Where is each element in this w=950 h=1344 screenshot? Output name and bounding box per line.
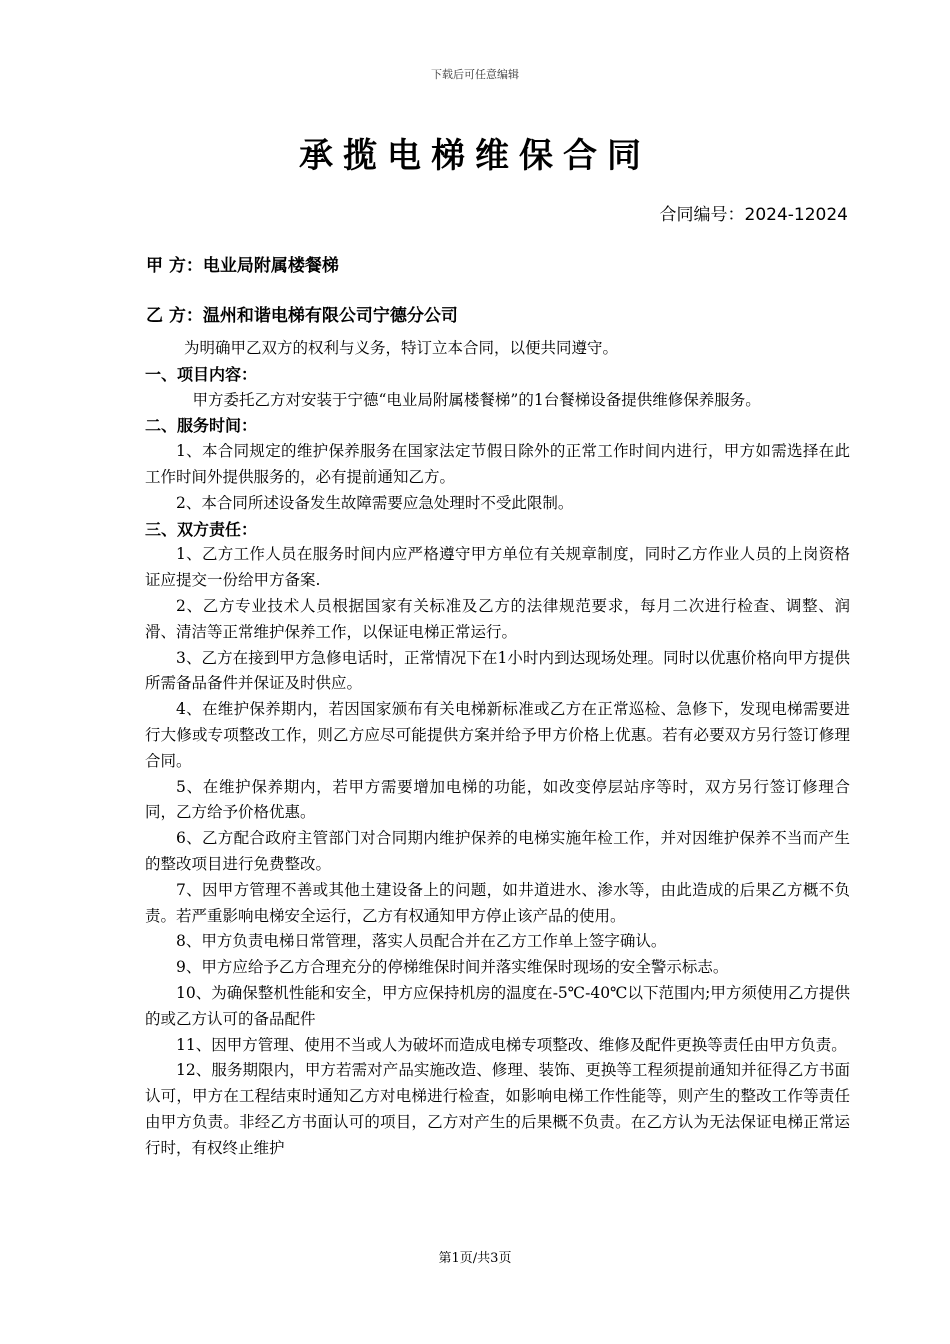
clause-paragraph: 6、乙方配合政府主管部门对合同期内维护保养的电梯实施年检工作，并对因维护保养不当而产生的整改项目进行免费整改。 <box>145 829 850 873</box>
party-b: 乙 方：温州和谐电梯有限公司宁德分公司 <box>146 306 458 326</box>
contract-number: 合同编号：2024-12024 <box>659 205 848 225</box>
document-title: 承揽电梯维保合同 <box>299 136 651 176</box>
page-footer: 第1页/共3页 <box>438 1251 512 1266</box>
clause-paragraph: 12、服务期限内，甲方若需对产品实施改造、修理、装饰、更换等工程须提前通知并征得乙方书面认可，甲方在工程结束时通知乙方对电梯进行检查，如影响电梯工作性能等，则产生的整改工作等责任由甲方负责。非经乙方书面认可的项目，乙方对产生的后果概不负责。在乙方认为无法保证电梯正常运行时，有权终止维护 <box>145 1061 850 1157</box>
clause-paragraph: 1、本合同规定的维护保养服务在国家法定节假日除外的正常工作时间内进行，甲方如需选择在此工作时间外提供服务的，必有提前通知乙方。 <box>145 442 850 486</box>
clause-paragraph: 7、因甲方管理不善或其他土建设备上的问题，如井道进水、渗水等，由此造成的后果乙方概不负责。若严重影响电梯安全运行，乙方有权通知甲方停止该产品的使用。 <box>145 880 850 925</box>
clause-paragraph: 2、本合同所述设备发生故障需要应急处理时不受此限制。 <box>176 493 574 512</box>
section-heading-project: 一、项目内容： <box>145 364 258 384</box>
clause-paragraph: 9、甲方应给予乙方合理充分的停梯维保时间并落实维保时现场的安全警示标志。 <box>176 958 729 977</box>
intro-paragraph: 为明确甲乙双方的权利与义务，特订立本合同，以便共同遵守。 <box>184 339 619 357</box>
contract-body <box>145 336 850 1162</box>
clause-paragraph: 1、乙方工作人员在服务时间内应严格遵守甲方单位有关规章制度，同时乙方作业人员的上岗资格证应提交一份给甲方备案. <box>145 545 850 590</box>
section-heading-service-time: 二、服务时间： <box>145 416 258 436</box>
clause-paragraph: 5、在维护保养期内，若甲方需要增加电梯的功能，如改变停层站序等时，双方另行签订修理合同，乙方给予价格优惠。 <box>145 777 850 822</box>
clause-paragraph: 4、在维护保养期内，若因国家颁布有关电梯新标准或乙方在正常巡检、急修下，发现电梯需要进行大修或专项整改工作，则乙方应尽可能提供方案并给予甲方价格上优惠。若有必要双方另行签订修理合同。 <box>145 700 850 770</box>
header-note: 下载后可任意编辑 <box>431 68 519 81</box>
clause-paragraph: 11、因甲方管理、使用不当或人为破坏而造成电梯专项整改、维修及配件更换等责任由甲方负责。 <box>176 1035 847 1054</box>
clause-paragraph: 2、乙方专业技术人员根据国家有关标准及乙方的法律规范要求，每月二次进行检查、调整、润滑、清洁等正常维护保养工作，以保证电梯正常运行。 <box>145 596 850 641</box>
section-heading-responsibilities: 三、双方责任： <box>145 519 258 539</box>
clause-paragraph: 10、为确保整机性能和安全，甲方应保持机房的温度在-5℃-40℃以下范围内;甲方须使用乙方提供的或乙方认可的备品配件 <box>145 983 850 1028</box>
clause-paragraph: 甲方委托乙方对安装于宁德“电业局附属楼餐梯”的1台餐梯设备提供维修保养服务。 <box>192 390 761 409</box>
party-a: 甲 方：电业局附属楼餐梯 <box>146 256 339 276</box>
clause-paragraph: 8、甲方负责电梯日常管理，落实人员配合并在乙方工作单上签字确认。 <box>176 932 667 951</box>
clause-paragraph: 3、乙方在接到甲方急修电话时，正常情况下在1小时内到达现场处理。同时以优惠价格向甲方提供所需备品备件并保证及时供应。 <box>145 648 850 693</box>
